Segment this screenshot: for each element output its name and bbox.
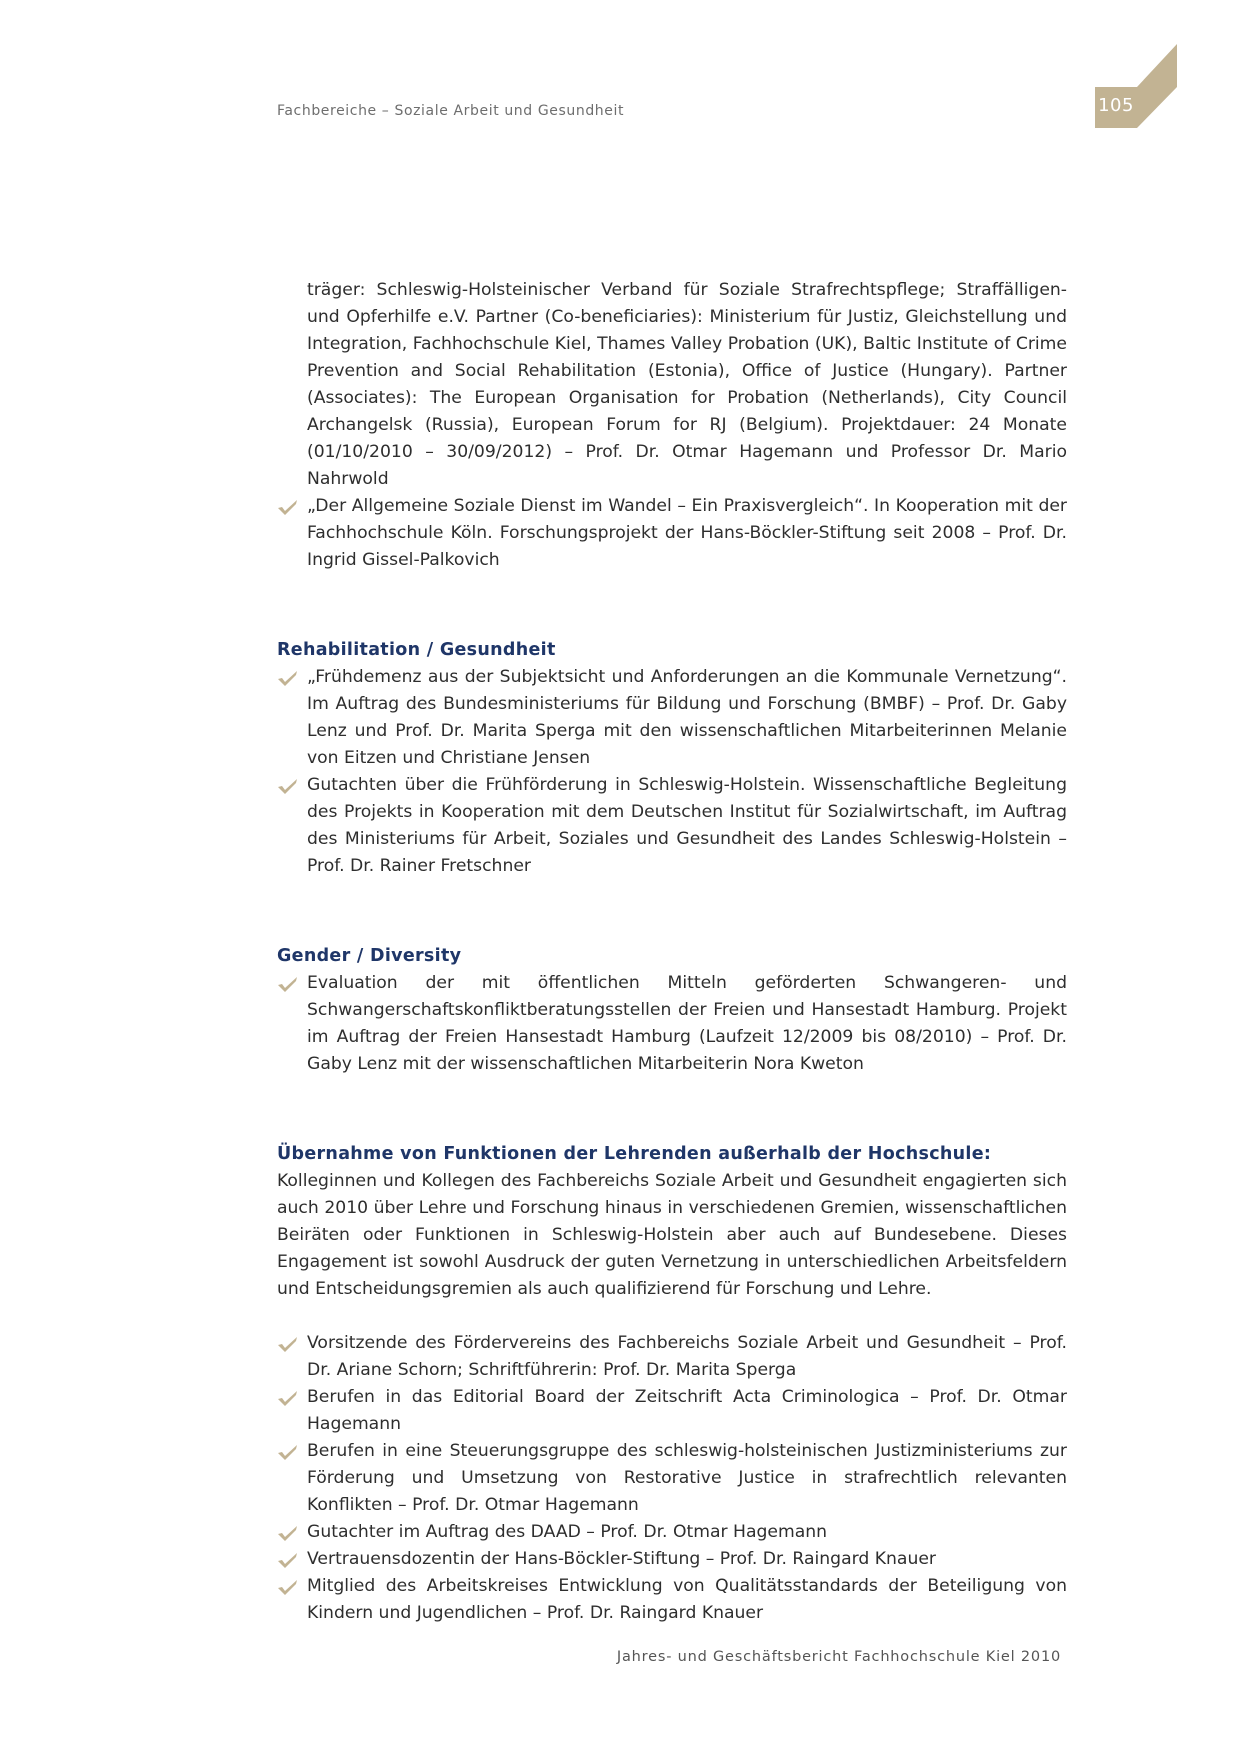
checkmark-bullet-icon (277, 975, 299, 993)
list-item (277, 493, 1067, 574)
main-content (277, 277, 1067, 1627)
list-item-text: Berufen in das Editorial Board der Zeitschrift Acta Criminologica – Prof. Dr. Otmar Hagemann (307, 1387, 1067, 1434)
functions-paragraph: Kolleginnen und Kollegen des Fachbereichs Soziale Arbeit und Gesundheit engagierten sich auch 2010 über Lehre und Forschung hinaus in verschiedenen Gremien, wissenschaftlichen Beiräten oder Funktionen in Schleswig-Holstein aber auch auf Bundesebene. Dieses Engagement ist sowohl Ausdruck der guten Vernetzung in unterschiedlichen Arbeitsfeldern und Entscheidungsgremien als auch qualifizierend für Forschung und Lehre. (277, 1171, 1067, 1299)
running-header: Fachbereiche – Soziale Arbeit und Gesundheit (277, 103, 625, 119)
list-item (277, 1546, 1067, 1573)
list-item-text: Mitglied des Arbeitskreises Entwicklung von Qualitätsstandards der Beteiligung von Kindern und Jugendlichen – Prof. Dr. Raingard Knauer (307, 1576, 1067, 1623)
list-item-text: Gutachter im Auftrag des DAAD – Prof. Dr. Otmar Hagemann (307, 1522, 828, 1542)
functions-list (277, 1330, 1067, 1627)
gender-diversity-list (277, 970, 1067, 1078)
checkmark-bullet-icon (277, 1578, 299, 1596)
rehabilitation-list (277, 664, 1067, 880)
list-item (277, 1573, 1067, 1627)
list-item (277, 1330, 1067, 1384)
list-item-text: Vertrauensdozentin der Hans-Böckler-Stiftung – Prof. Dr. Raingard Knauer (307, 1549, 936, 1569)
list-item-text: Berufen in eine Steuerungsgruppe des schleswig-holsteinischen Justizministeriums zur Förderung und Umsetzung von Restorative Justice in strafrechtlich relevanten Konflikten – Prof. Dr. Otmar Hagemann (307, 1441, 1067, 1515)
list-item (277, 1438, 1067, 1519)
checkmark-bullet-icon (277, 1389, 299, 1407)
list-item (277, 664, 1067, 772)
list-item (277, 1519, 1067, 1546)
checkmark-bullet-icon (277, 669, 299, 687)
checkmark-bullet-icon (277, 1443, 299, 1461)
checkmark-bullet-icon (277, 777, 299, 795)
section-heading-gender-diversity: Gender / Diversity (277, 946, 462, 966)
list-item-text: Vorsitzende des Fördervereins des Fachbereichs Soziale Arbeit und Gesundheit – Prof. Dr. Ariane Schorn; Schriftführerin: Prof. Dr. Marita Sperga (307, 1333, 1067, 1380)
list-item-text: Gutachten über die Frühförderung in Schleswig-Holstein. Wissenschaftliche Begleitung des Projekts in Kooperation mit dem Deutschen Institut für Sozialwirtschaft, im Auftrag des Ministeriums für Arbeit, Soziales und Gesundheit des Landes Schleswig-Holstein – Prof. Dr. Rainer Fretschner (307, 775, 1067, 876)
checkmark-bullet-icon (277, 1335, 299, 1353)
footer-publication-title: Jahres- und Geschäftsbericht Fachhochschule Kiel 2010 (616, 1649, 1061, 1665)
continuation-paragraph: träger: Schleswig-Holsteinischer Verband für Soziale Strafrechtspflege; Straffälligen- und Opferhilfe e.V. Partner (Co-beneficiaries): Ministerium für Justiz, Gleichstellung und Integration, Fachhochschule Kiel, Thames Valley Probation (UK), Baltic Institute of Crime Prevention and Social Rehabilitation (Estonia), Office of Justice (Hungary). Partner (Associates): The European Organisation for Probation (Netherlands), City Council Archangelsk (Russia), European Forum for RJ (Belgium). Projektdauer: 24 Monate (01/10/2010 – 30/09/2012) – Prof. Dr. Otmar Hagemann und Professor Dr. Mario Nahrwold (307, 280, 1067, 489)
list-item (277, 772, 1067, 880)
list-item (277, 970, 1067, 1078)
intro-list (277, 493, 1067, 574)
section-heading-rehabilitation: Rehabilitation / Gesundheit (277, 640, 556, 660)
list-item-text: „Frühdemenz aus der Subjektsicht und Anforderungen an die Kommunale Vernetzung“. Im Auftrag des Bundesministeriums für Bildung und Forschung (BMBF) – Prof. Dr. Gaby Lenz und Prof. Dr. Marita Sperga mit den wissenschaftlichen Mitarbeiterinnen Melanie von Eitzen und Christiane Jensen (307, 667, 1067, 768)
list-item (277, 1384, 1067, 1438)
list-item-text: „Der Allgemeine Soziale Dienst im Wandel – Ein Praxisvergleich“. In Kooperation mit der Fachhochschule Köln. Forschungsprojekt der Hans-Böckler-Stiftung seit 2008 – Prof. Dr. Ingrid Gissel-Palkovich (307, 496, 1067, 570)
checkmark-bullet-icon (277, 498, 299, 516)
checkmark-bullet-icon (277, 1524, 299, 1542)
section-heading-functions: Übernahme von Funktionen der Lehrenden außerhalb der Hochschule: (277, 1144, 992, 1164)
list-item-text: Evaluation der mit öffentlichen Mitteln geförderten Schwangeren- und Schwangerschaftskonfliktberatungsstellen der Freien und Hansestadt Hamburg. Projekt im Auftrag der Freien Hansestadt Hamburg (Laufzeit 12/2009 bis 08/2010) – Prof. Dr. Gaby Lenz mit der wissenschaftlichen Mitarbeiterin Nora Kweton (307, 973, 1067, 1074)
page-number: 105 (1098, 95, 1134, 116)
checkmark-bullet-icon (277, 1551, 299, 1569)
